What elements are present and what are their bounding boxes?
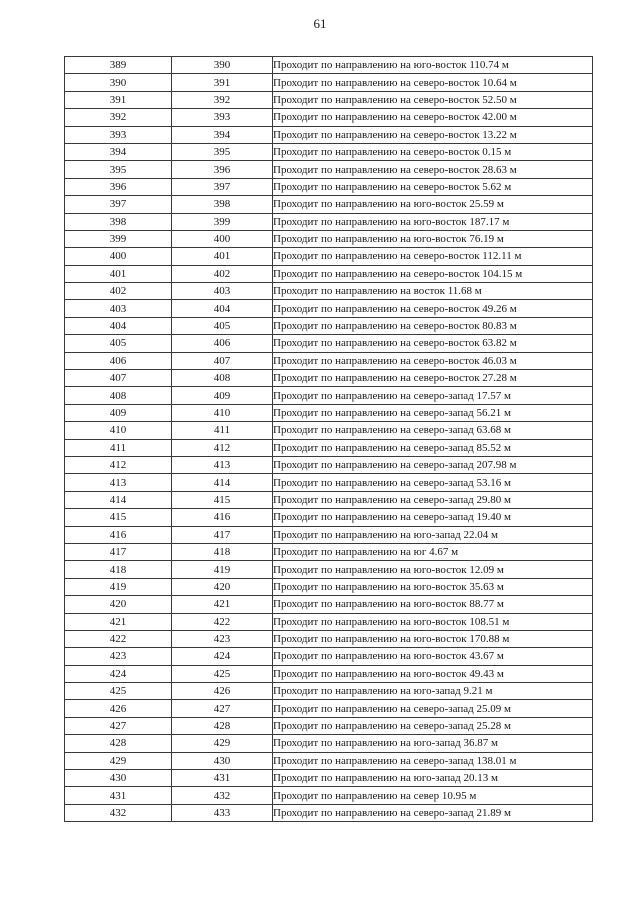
table-row — [65, 683, 593, 700]
point-from-cell: 416 — [65, 526, 172, 543]
direction-description-cell: Проходит по направлению на северо-восток 46.03 м — [273, 352, 593, 369]
direction-description-cell: Проходит по направлению на северо-запад 207.98 м — [273, 456, 593, 473]
direction-description-cell: Проходит по направлению на северо-восток 27.28 м — [273, 370, 593, 387]
point-from-cell: 404 — [65, 317, 172, 334]
point-to-cell: 419 — [172, 561, 273, 578]
table-row — [65, 404, 593, 421]
point-from-cell: 396 — [65, 178, 172, 195]
point-to-cell: 395 — [172, 143, 273, 160]
point-from-cell: 430 — [65, 770, 172, 787]
direction-description-cell: Проходит по направлению на северо-запад 19.40 м — [273, 509, 593, 526]
point-to-cell: 430 — [172, 752, 273, 769]
direction-description-cell: Проходит по направлению на юго-восток 110.74 м — [273, 57, 593, 74]
point-to-cell: 398 — [172, 196, 273, 213]
point-from-cell: 418 — [65, 561, 172, 578]
direction-description-cell: Проходит по направлению на юго-запад 22.04 м — [273, 526, 593, 543]
point-to-cell: 393 — [172, 109, 273, 126]
point-from-cell: 394 — [65, 143, 172, 160]
direction-description-cell: Проходит по направлению на северо-запад 25.28 м — [273, 717, 593, 734]
table-row — [65, 57, 593, 74]
table-row — [65, 509, 593, 526]
direction-description-cell: Проходит по направлению на юг 4.67 м — [273, 543, 593, 560]
table-row — [65, 352, 593, 369]
point-from-cell: 389 — [65, 57, 172, 74]
table-row — [65, 613, 593, 630]
table-row — [65, 74, 593, 91]
table-row — [65, 143, 593, 160]
table-row — [65, 161, 593, 178]
point-to-cell: 402 — [172, 265, 273, 282]
point-from-cell: 393 — [65, 126, 172, 143]
point-to-cell: 415 — [172, 491, 273, 508]
table-row — [65, 283, 593, 300]
point-to-cell: 422 — [172, 613, 273, 630]
boundary-description-table — [64, 56, 593, 822]
point-to-cell: 390 — [172, 57, 273, 74]
direction-description-cell: Проходит по направлению на юго-восток 170.88 м — [273, 630, 593, 647]
point-to-cell: 417 — [172, 526, 273, 543]
direction-description-cell: Проходит по направлению на северо-запад 138.01 м — [273, 752, 593, 769]
point-from-cell: 395 — [65, 161, 172, 178]
table-row — [65, 109, 593, 126]
point-to-cell: 418 — [172, 543, 273, 560]
point-from-cell: 401 — [65, 265, 172, 282]
point-from-cell: 426 — [65, 700, 172, 717]
point-from-cell: 425 — [65, 683, 172, 700]
direction-description-cell: Проходит по направлению на северо-запад 85.52 м — [273, 439, 593, 456]
table-row — [65, 456, 593, 473]
point-to-cell: 391 — [172, 74, 273, 91]
table-row — [65, 787, 593, 804]
direction-description-cell: Проходит по направлению на северо-восток 49.26 м — [273, 300, 593, 317]
point-from-cell: 400 — [65, 248, 172, 265]
direction-description-cell: Проходит по направлению на северо-восток 80.83 м — [273, 317, 593, 334]
direction-description-cell: Проходит по направлению на юго-восток 187.17 м — [273, 213, 593, 230]
point-from-cell: 391 — [65, 91, 172, 108]
point-to-cell: 411 — [172, 422, 273, 439]
direction-description-cell: Проходит по направлению на северо-запад 56.21 м — [273, 404, 593, 421]
point-to-cell: 431 — [172, 770, 273, 787]
table-row — [65, 335, 593, 352]
point-to-cell: 433 — [172, 804, 273, 821]
direction-description-cell: Проходит по направлению на юго-запад 20.13 м — [273, 770, 593, 787]
table-row — [65, 630, 593, 647]
table-row — [65, 370, 593, 387]
point-to-cell: 423 — [172, 630, 273, 647]
direction-description-cell: Проходит по направлению на северо-восток 63.82 м — [273, 335, 593, 352]
table-row — [65, 596, 593, 613]
point-to-cell: 425 — [172, 665, 273, 682]
table-row — [65, 387, 593, 404]
table-row — [65, 422, 593, 439]
point-from-cell: 390 — [65, 74, 172, 91]
direction-description-cell: Проходит по направлению на северо-восток 112.11 м — [273, 248, 593, 265]
direction-description-cell: Проходит по направлению на северо-восток 42.00 м — [273, 109, 593, 126]
direction-description-cell: Проходит по направлению на юго-восток 108.51 м — [273, 613, 593, 630]
point-to-cell: 409 — [172, 387, 273, 404]
point-to-cell: 406 — [172, 335, 273, 352]
point-to-cell: 403 — [172, 283, 273, 300]
point-from-cell: 405 — [65, 335, 172, 352]
table-row — [65, 543, 593, 560]
point-to-cell: 408 — [172, 370, 273, 387]
table-row — [65, 648, 593, 665]
table-row — [65, 91, 593, 108]
table-row — [65, 178, 593, 195]
table-row — [65, 213, 593, 230]
direction-description-cell: Проходит по направлению на северо-восток 5.62 м — [273, 178, 593, 195]
point-to-cell: 394 — [172, 126, 273, 143]
point-to-cell: 432 — [172, 787, 273, 804]
direction-description-cell: Проходит по направлению на северо-запад 63.68 м — [273, 422, 593, 439]
point-from-cell: 424 — [65, 665, 172, 682]
point-from-cell: 422 — [65, 630, 172, 647]
point-from-cell: 420 — [65, 596, 172, 613]
point-to-cell: 396 — [172, 161, 273, 178]
point-from-cell: 397 — [65, 196, 172, 213]
table-row — [65, 804, 593, 821]
point-to-cell: 405 — [172, 317, 273, 334]
point-from-cell: 419 — [65, 578, 172, 595]
direction-description-cell: Проходит по направлению на север 10.95 м — [273, 787, 593, 804]
point-from-cell: 421 — [65, 613, 172, 630]
point-to-cell: 428 — [172, 717, 273, 734]
point-to-cell: 413 — [172, 456, 273, 473]
point-from-cell: 398 — [65, 213, 172, 230]
direction-description-cell: Проходит по направлению на северо-запад 21.89 м — [273, 804, 593, 821]
table-row — [65, 735, 593, 752]
table-row — [65, 752, 593, 769]
direction-description-cell: Проходит по направлению на северо-запад 17.57 м — [273, 387, 593, 404]
point-from-cell: 402 — [65, 283, 172, 300]
point-to-cell: 426 — [172, 683, 273, 700]
table-row — [65, 561, 593, 578]
table-row — [65, 317, 593, 334]
point-to-cell: 427 — [172, 700, 273, 717]
table-row — [65, 491, 593, 508]
point-to-cell: 424 — [172, 648, 273, 665]
point-to-cell: 397 — [172, 178, 273, 195]
direction-description-cell: Проходит по направлению на юго-восток 49.43 м — [273, 665, 593, 682]
point-to-cell: 414 — [172, 474, 273, 491]
direction-description-cell: Проходит по направлению на северо-восток 10.64 м — [273, 74, 593, 91]
table-row — [65, 526, 593, 543]
point-from-cell: 414 — [65, 491, 172, 508]
table-row — [65, 578, 593, 595]
point-from-cell: 417 — [65, 543, 172, 560]
table-row — [65, 439, 593, 456]
table-row — [65, 248, 593, 265]
point-to-cell: 421 — [172, 596, 273, 613]
table-row — [65, 717, 593, 734]
direction-description-cell: Проходит по направлению на северо-восток 104.15 м — [273, 265, 593, 282]
point-to-cell: 400 — [172, 230, 273, 247]
direction-description-cell: Проходит по направлению на юго-восток 12.09 м — [273, 561, 593, 578]
table-row — [65, 700, 593, 717]
table-row — [65, 126, 593, 143]
point-from-cell: 399 — [65, 230, 172, 247]
point-to-cell: 399 — [172, 213, 273, 230]
point-from-cell: 427 — [65, 717, 172, 734]
point-from-cell: 408 — [65, 387, 172, 404]
direction-description-cell: Проходит по направлению на восток 11.68 м — [273, 283, 593, 300]
point-from-cell: 411 — [65, 439, 172, 456]
direction-description-cell: Проходит по направлению на северо-восток 0.15 м — [273, 143, 593, 160]
point-from-cell: 412 — [65, 456, 172, 473]
point-from-cell: 403 — [65, 300, 172, 317]
table-row — [65, 196, 593, 213]
direction-description-cell: Проходит по направлению на юго-восток 76.19 м — [273, 230, 593, 247]
table-row — [65, 265, 593, 282]
point-from-cell: 415 — [65, 509, 172, 526]
direction-description-cell: Проходит по направлению на северо-запад 29.80 м — [273, 491, 593, 508]
direction-description-cell: Проходит по направлению на северо-запад 25.09 м — [273, 700, 593, 717]
page-number: 61 — [313, 16, 327, 31]
direction-description-cell: Проходит по направлению на юго-восток 35.63 м — [273, 578, 593, 595]
point-from-cell: 407 — [65, 370, 172, 387]
point-to-cell: 429 — [172, 735, 273, 752]
point-to-cell: 412 — [172, 439, 273, 456]
direction-description-cell: Проходит по направлению на северо-восток 28.63 м — [273, 161, 593, 178]
point-to-cell: 410 — [172, 404, 273, 421]
point-to-cell: 407 — [172, 352, 273, 369]
point-from-cell: 432 — [65, 804, 172, 821]
point-from-cell: 392 — [65, 109, 172, 126]
direction-description-cell: Проходит по направлению на северо-восток 13.22 м — [273, 126, 593, 143]
point-from-cell: 429 — [65, 752, 172, 769]
point-from-cell: 413 — [65, 474, 172, 491]
table-row — [65, 230, 593, 247]
point-to-cell: 420 — [172, 578, 273, 595]
point-from-cell: 410 — [65, 422, 172, 439]
table-row — [65, 300, 593, 317]
point-from-cell: 431 — [65, 787, 172, 804]
direction-description-cell: Проходит по направлению на юго-запад 9.21 м — [273, 683, 593, 700]
direction-description-cell: Проходит по направлению на юго-восток 88.77 м — [273, 596, 593, 613]
point-from-cell: 406 — [65, 352, 172, 369]
table-row — [65, 665, 593, 682]
table-body — [65, 57, 593, 822]
direction-description-cell: Проходит по направлению на юго-запад 36.87 м — [273, 735, 593, 752]
direction-description-cell: Проходит по направлению на юго-восток 43.67 м — [273, 648, 593, 665]
point-to-cell: 392 — [172, 91, 273, 108]
point-to-cell: 401 — [172, 248, 273, 265]
point-from-cell: 428 — [65, 735, 172, 752]
direction-description-cell: Проходит по направлению на юго-восток 25.59 м — [273, 196, 593, 213]
direction-description-cell: Проходит по направлению на северо-запад 53.16 м — [273, 474, 593, 491]
point-from-cell: 409 — [65, 404, 172, 421]
point-to-cell: 416 — [172, 509, 273, 526]
direction-description-cell: Проходит по направлению на северо-восток 52.50 м — [273, 91, 593, 108]
table-row — [65, 770, 593, 787]
point-to-cell: 404 — [172, 300, 273, 317]
point-from-cell: 423 — [65, 648, 172, 665]
table-row — [65, 474, 593, 491]
